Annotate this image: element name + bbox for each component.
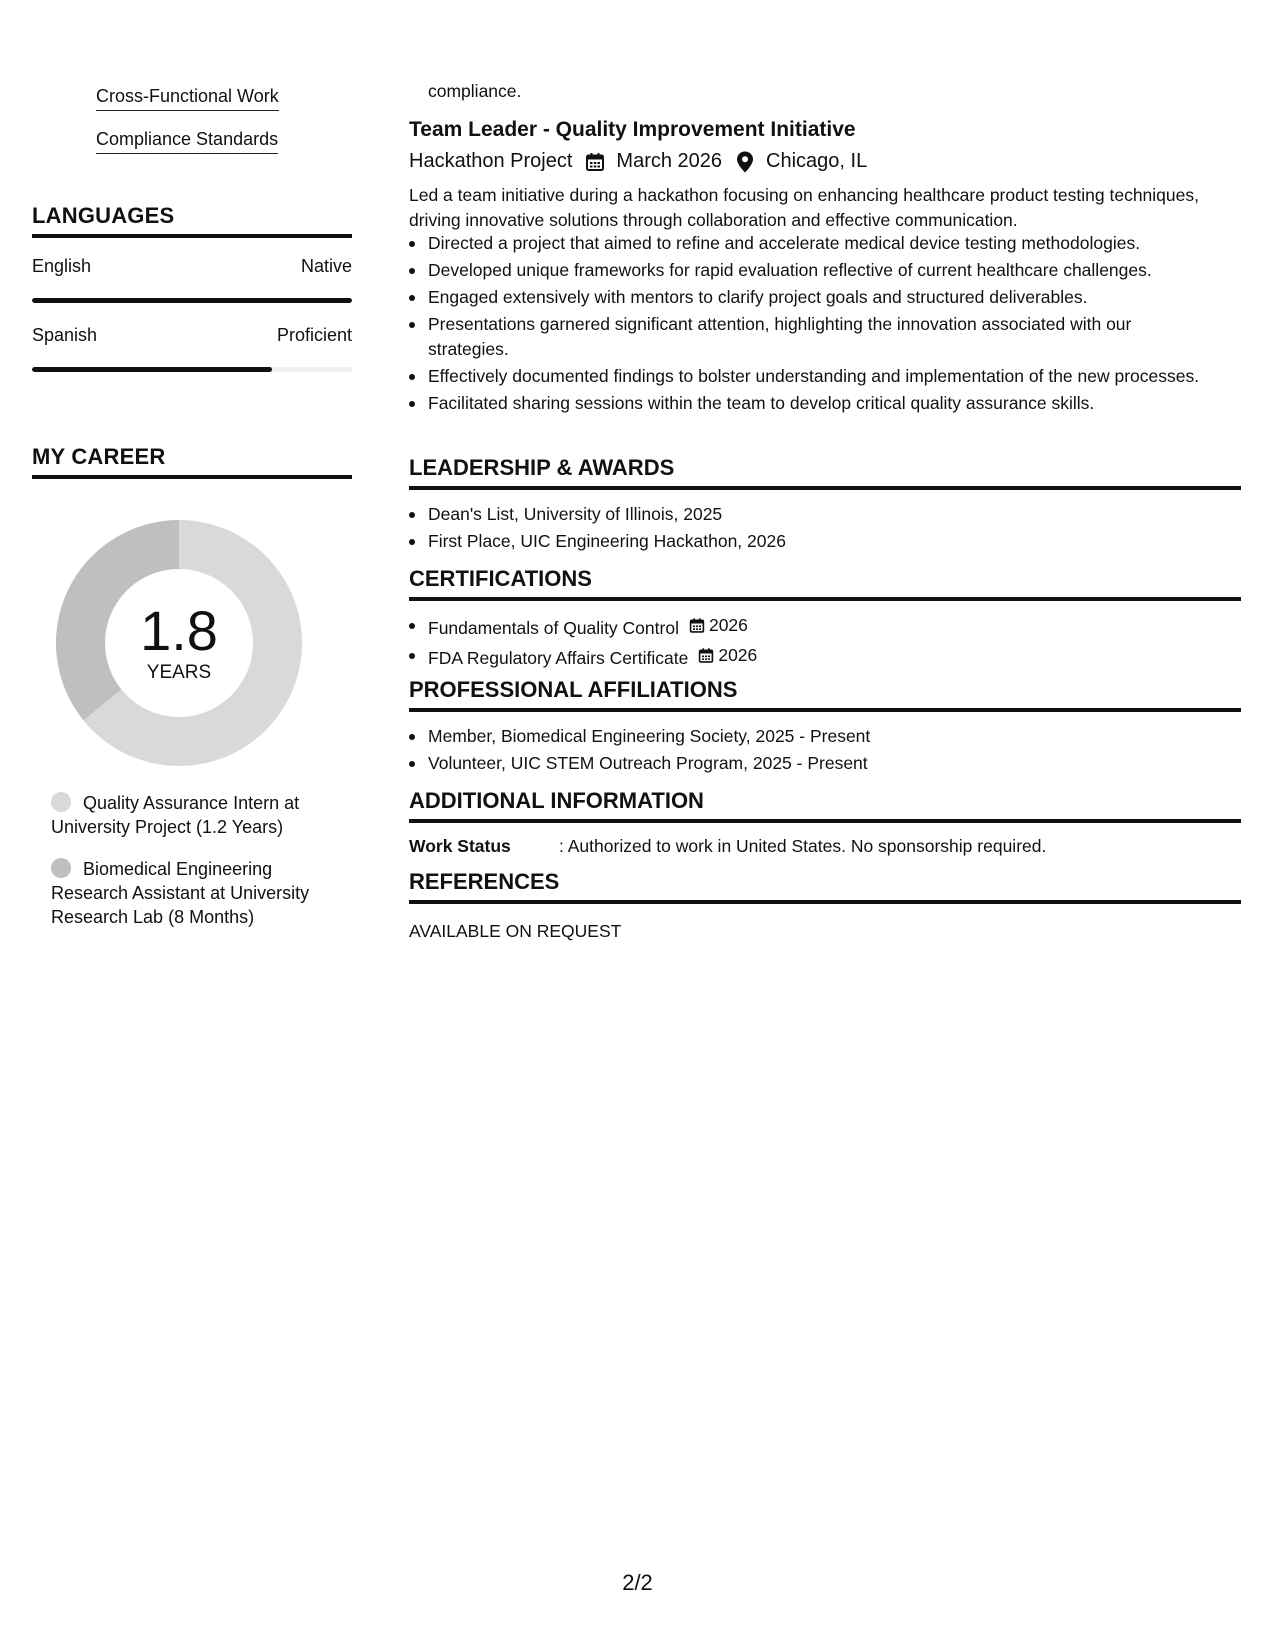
certification-year: 2026 <box>708 615 748 635</box>
career-total-unit: YEARS <box>146 662 212 683</box>
list-item: Developed unique frameworks for rapid evaluation reflective of current healthcare challenges. <box>409 258 1241 283</box>
list-item <box>409 613 1241 641</box>
awards-list <box>409 502 1241 556</box>
career-legend-label: Biomedical Engineering Research Assistant at University Research Lab (8 Months) <box>51 859 310 927</box>
calendar-icon <box>698 647 714 664</box>
job-bullets <box>409 231 1241 418</box>
career-total-value: 1.8 <box>140 599 218 662</box>
career-donut-center <box>56 520 302 766</box>
location-pin-icon <box>734 151 756 173</box>
list-item: First Place, UIC Engineering Hackathon, 2026 <box>409 529 1241 554</box>
language-proficiency-bar <box>32 298 352 303</box>
certifications-list <box>409 613 1241 673</box>
career-legend-item <box>51 791 341 839</box>
list-item: Dean's List, University of Illinois, 2025 <box>409 502 1241 527</box>
job-title: Team Leader - Quality Improvement Initiative <box>409 118 856 141</box>
additional-info-heading: ADDITIONAL INFORMATION <box>409 788 1241 823</box>
list-item <box>409 643 1241 671</box>
career-legend-label: Quality Assurance Intern at University Project (1.2 Years) <box>51 793 300 837</box>
calendar-icon <box>689 617 705 634</box>
continued-text: compliance. <box>428 81 522 101</box>
calendar-icon <box>584 151 606 173</box>
career-heading: MY CAREER <box>32 444 352 479</box>
certification-name: Fundamentals of Quality Control <box>428 618 679 638</box>
list-item: Engaged extensively with mentors to clarify project goals and structured deliverables. <box>409 285 1241 310</box>
work-status-label: Work Status <box>409 836 511 856</box>
legend-dot-icon <box>51 792 71 812</box>
language-proficiency-fill <box>32 298 352 303</box>
certification-name: FDA Regulatory Affairs Certificate <box>428 648 689 668</box>
references-heading: REFERENCES <box>409 869 1241 904</box>
work-status-value: : Authorized to work in United States. No sponsorship required. <box>559 836 1047 856</box>
list-item: Directed a project that aimed to refine and accelerate medical device testing methodologies. <box>409 231 1241 256</box>
list-item: Member, Biomedical Engineering Society, 2025 - Present <box>409 724 1241 749</box>
affiliations-list <box>409 724 1241 778</box>
certification-date <box>689 613 748 638</box>
list-item: Volunteer, UIC STEM Outreach Program, 2025 - Present <box>409 751 1241 776</box>
job-date: March 2026 <box>616 150 723 172</box>
certifications-heading: CERTIFICATIONS <box>409 566 1241 601</box>
language-name: English <box>32 256 92 276</box>
awards-heading: LEADERSHIP & AWARDS <box>409 455 1241 490</box>
work-status-row <box>409 836 1046 857</box>
list-item: Effectively documented findings to bolster understanding and implementation of the new processes. <box>409 364 1241 389</box>
language-proficiency-fill <box>32 367 272 372</box>
language-level: Proficient <box>276 325 352 345</box>
skill-tag: Compliance Standards <box>96 129 278 154</box>
language-row <box>32 325 352 346</box>
languages-heading: LANGUAGES <box>32 203 352 238</box>
job-meta <box>409 150 867 173</box>
affiliations-heading: PROFESSIONAL AFFILIATIONS <box>409 677 1241 712</box>
language-proficiency-bar <box>32 367 352 372</box>
language-level: Native <box>300 256 352 276</box>
language-name: Spanish <box>32 325 98 345</box>
list-item: Facilitated sharing sessions within the team to develop critical quality assurance skills. <box>409 391 1241 416</box>
career-donut-chart <box>56 520 302 766</box>
career-legend-item <box>51 857 341 929</box>
list-item: Presentations garnered significant attention, highlighting the innovation associated with our strategies. <box>409 312 1241 362</box>
skill-tag: Cross-Functional Work <box>96 86 279 111</box>
job-location: Chicago, IL <box>766 150 868 172</box>
references-text: AVAILABLE ON REQUEST <box>409 921 622 941</box>
page-number: 2/2 <box>622 1570 653 1595</box>
legend-dot-icon <box>51 858 71 878</box>
certification-date <box>698 643 757 668</box>
job-description: Led a team initiative during a hackathon focusing on enhancing healthcare product testing techniques, driving innovative solutions through collaboration and effective communication. <box>409 185 1199 230</box>
job-org: Hackathon Project <box>409 150 573 172</box>
certification-year: 2026 <box>718 645 758 665</box>
language-row <box>32 256 352 277</box>
